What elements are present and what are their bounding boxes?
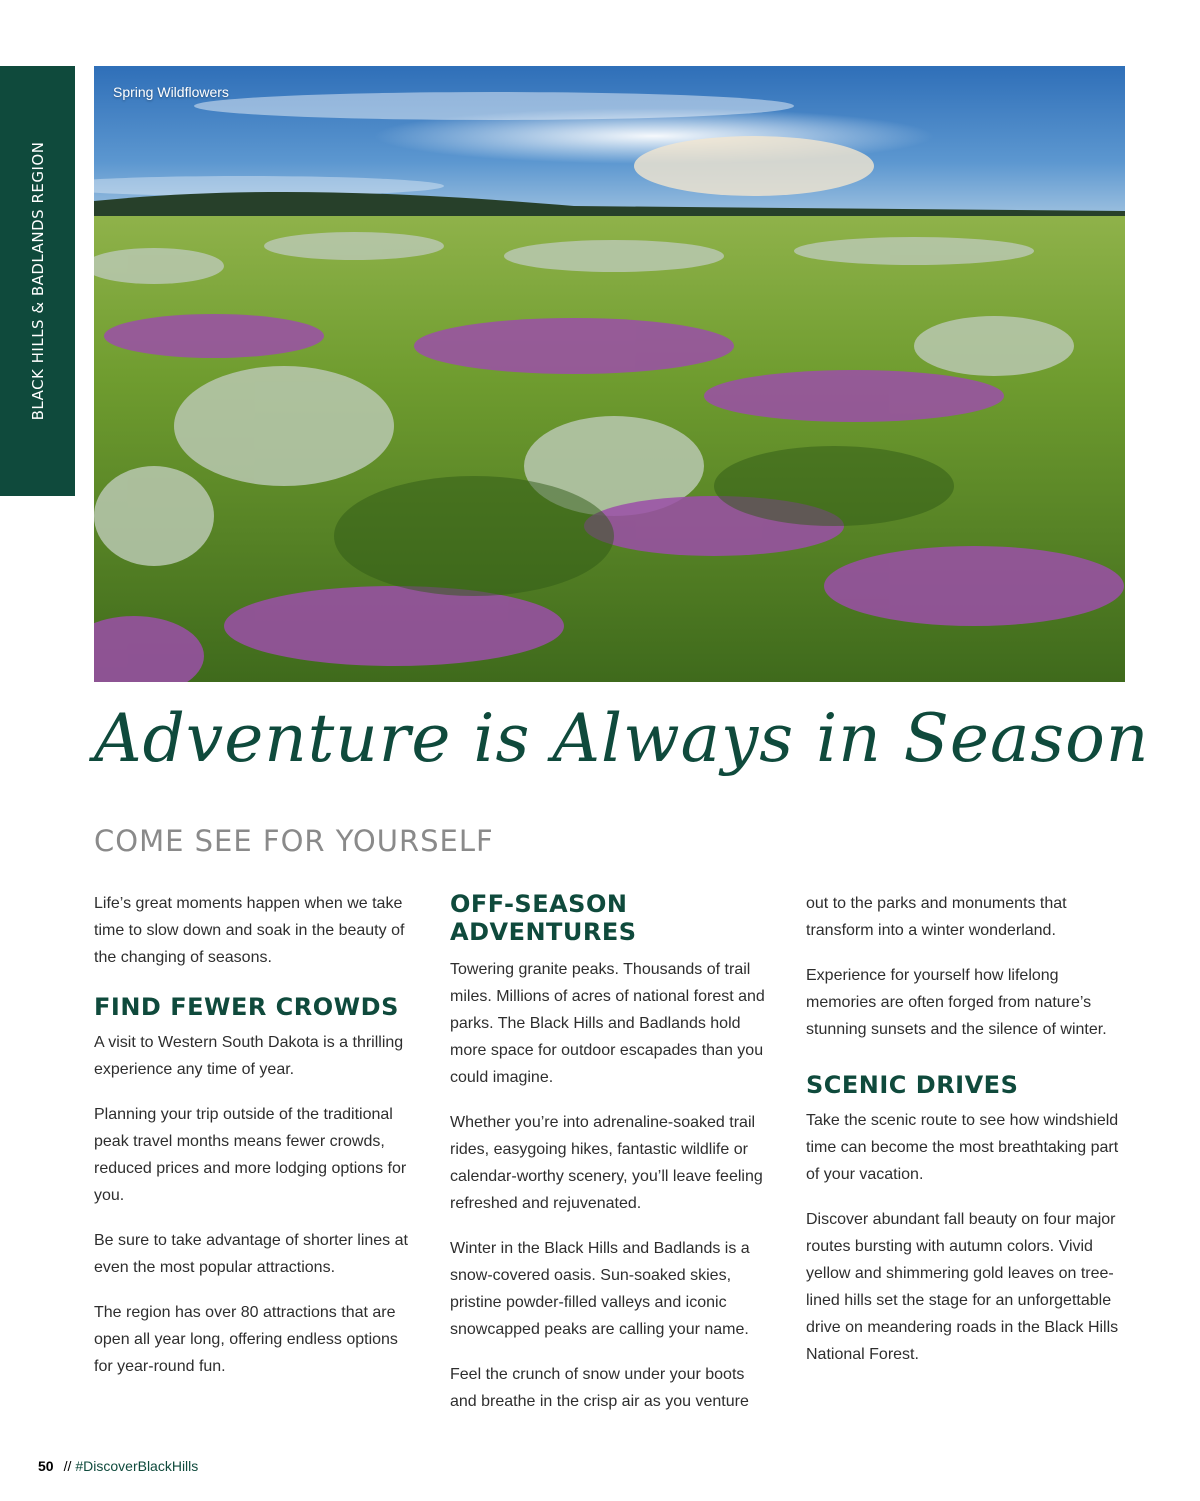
column-1 [94, 890, 414, 1398]
body-paragraph: The region has over 80 attractions that are open all year long, offering endless options for year-round fun. [94, 1304, 398, 1375]
body-paragraph: Take the scenic route to see how windshield time can become the most breathtaking part of your vacation. [806, 1112, 1119, 1183]
page-number: 50 [38, 1458, 54, 1474]
body-paragraph: Be sure to take advantage of shorter lines at even the most popular attractions. [94, 1232, 408, 1276]
body-paragraph: Winter in the Black Hills and Badlands is a snow-covered oasis. Sun-soaked skies, pristine powder-filled valleys and iconic snowcapped peaks are calling your name. [450, 1240, 750, 1338]
page-subtitle: COME SEE FOR YOURSELF [94, 824, 494, 858]
body-paragraph: Discover abundant fall beauty on four major routes bursting with autumn colors. Vivid yellow and shimmering gold leaves on tree-lined hills set the stage for an unforgettable drive on meandering roads in the Black Hills National Forest. [806, 1211, 1119, 1363]
body-paragraph: A visit to Western South Dakota is a thrilling experience any time of year. [94, 1034, 404, 1078]
column-2 [450, 890, 770, 1433]
body-paragraph: Feel the crunch of snow under your boots and breathe in the crisp air as you venture [450, 1366, 749, 1410]
body-paragraph: out to the parks and monuments that transform into a winter wonderland. [806, 895, 1067, 939]
body-paragraph: Experience for yourself how lifelong memories are often forged from nature’s stunning sunsets and the silence of winter. [806, 967, 1107, 1038]
region-label: BLACK HILLS & BADLANDS REGION [28, 141, 47, 421]
intro-paragraph: Life’s great moments happen when we take time to slow down and soak in the beauty of the changing of seasons. [94, 895, 405, 966]
body-paragraph: Whether you’re into adrenaline-soaked trail rides, easygoing hikes, fantastic wildlife or calendar-worthy scenery, you’ll leave feeling refreshed and rejuvenated. [450, 1114, 763, 1212]
hero-photo [94, 66, 1125, 682]
column-3 [806, 890, 1126, 1386]
wildflower-meadow-image [94, 66, 1125, 682]
page-title: Adventure is Always in Season [94, 700, 1150, 777]
body-paragraph: Towering granite peaks. Thousands of trail miles. Millions of acres of national forest and parks. The Black Hills and Badlands hold more space for outdoor escapades than you could imagine. [450, 961, 765, 1086]
footer-hashtag: #DiscoverBlackHills [75, 1458, 199, 1474]
photo-caption: Spring Wildflowers [113, 84, 229, 100]
body-paragraph: Planning your trip outside of the traditional peak travel months means fewer crowds, reduced prices and more lodging options for you. [94, 1106, 407, 1204]
section-heading-scenic-drives: SCENIC DRIVES [806, 1071, 1019, 1099]
page-footer [38, 1458, 198, 1474]
section-heading-fewer-crowds: FIND FEWER CROWDS [94, 993, 399, 1021]
footer-separator: // [63, 1458, 72, 1474]
region-side-tab [0, 66, 75, 496]
section-heading-off-season: OFF-SEASON ADVENTURES [450, 890, 637, 946]
